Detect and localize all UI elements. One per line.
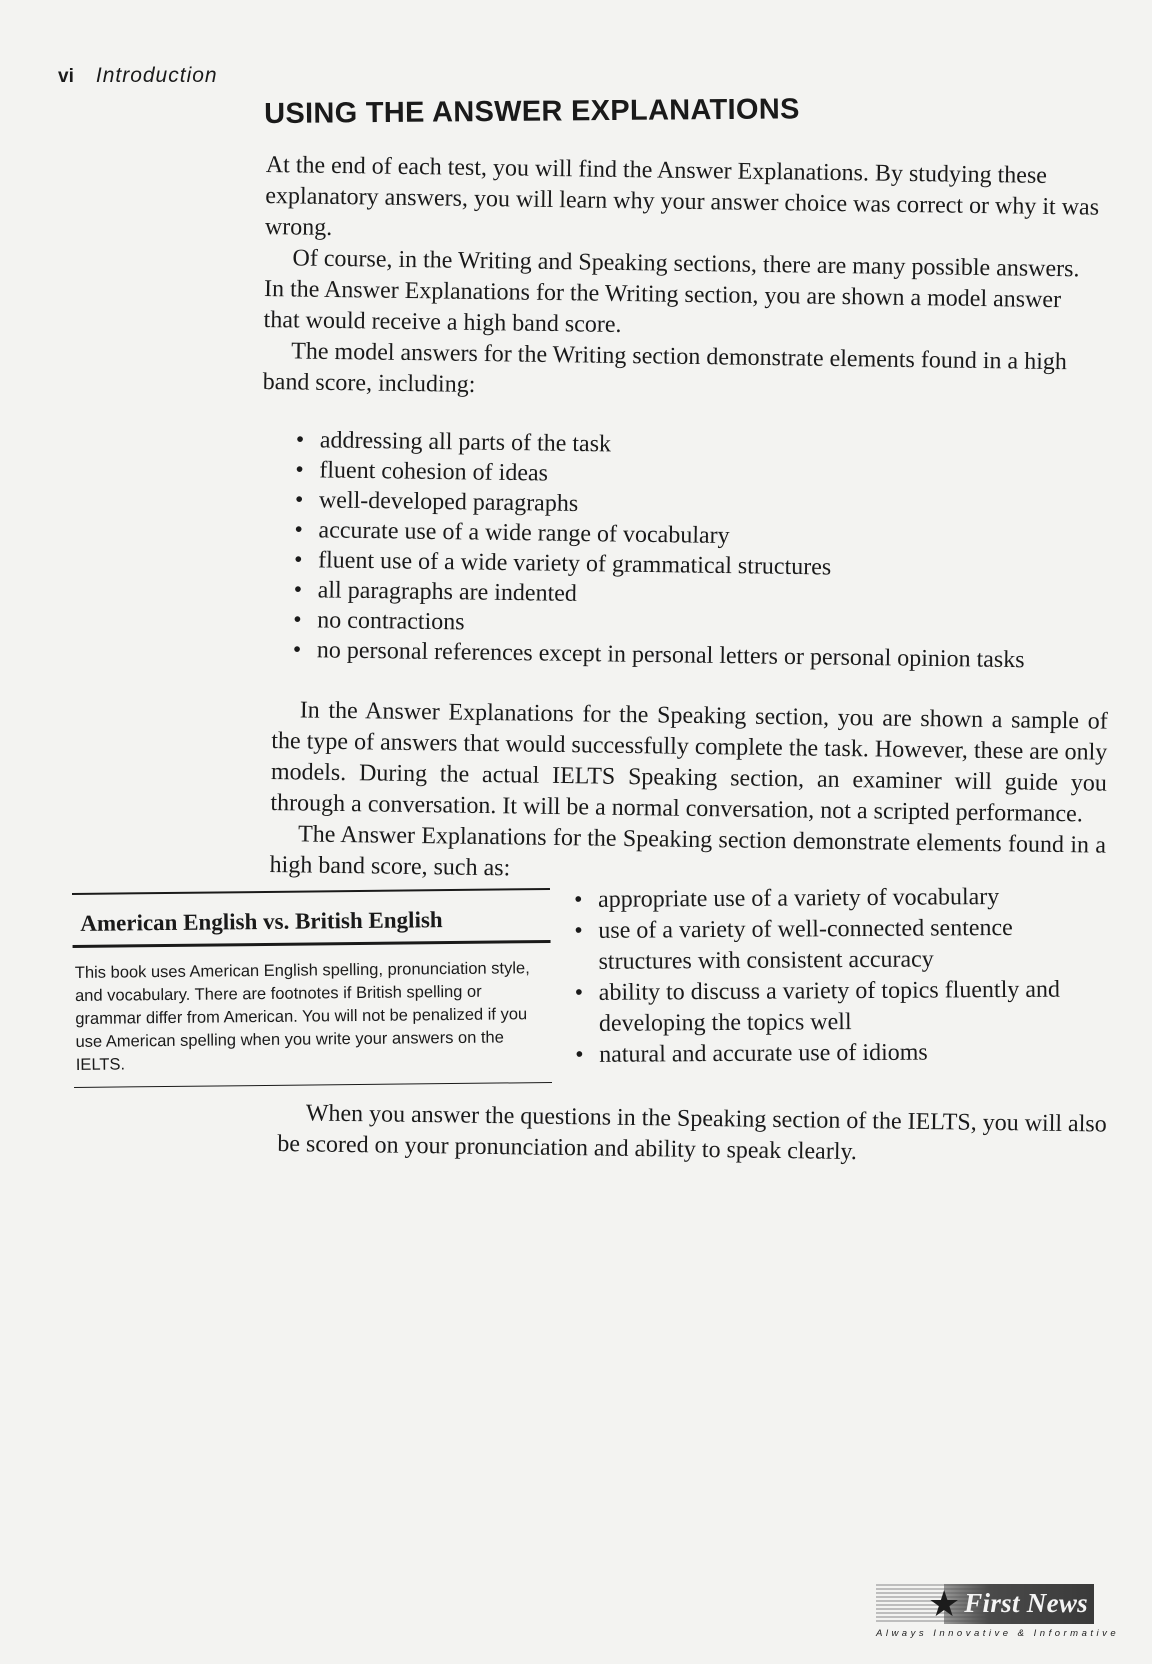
star-icon: ★	[928, 1584, 961, 1624]
sidebar-body: This book uses American English spelling, pronunciation style, and vocabulary. There are footnotes if British spelling or grammar differ from American. You will not be penalized if you use American spelling when you write your answers on the IELTS.	[74, 959, 530, 1074]
list-item: • all paragraphs are indented	[293, 575, 1073, 616]
list-item: • no personal references except in personal letters or personal opinion tasks	[293, 635, 1073, 676]
list-item: • fluent use of a wide variety of grammatical structures	[294, 545, 1074, 586]
list-item: • no contractions	[293, 605, 1073, 646]
intro-paragraph-1: At the end of each test, you will find the Answer Explanations. By studying these explanatory answers, you will learn why your answer choice was correct or why it was wrong.	[264, 151, 1100, 241]
page-number: vi	[58, 66, 74, 87]
list-item: • well-developed paragraphs	[295, 485, 1075, 526]
intro-paragraph-3: The model answers for the Writing section demonstrate elements found in a high band score, including:	[262, 338, 1068, 398]
intro-section	[263, 150, 1102, 410]
final-paragraph: When you answer the questions in the Speaking section of the IELTS, you will also be scored on your pronunciation and ability to speak clearly.	[277, 1100, 1107, 1166]
speaking-paragraph-1: In the Answer Explanations for the Speaking section, you are shown a sample of the type of answers that would successfully complete the task. However, these are only models. During the actual IELTS Speaking section, an examiner will guide you through a conversation. It will be a normal conversation, not a scripted performance.	[270, 697, 1108, 828]
speaking-paragraph-2: The Answer Explanations for the Speaking section demonstrate elements found in a high band score, such as:	[269, 821, 1107, 882]
sidebar-title: American English vs. British English	[72, 894, 550, 948]
list-item: • fluent cohesion of ideas	[295, 455, 1075, 496]
list-item: • addressing all parts of the task	[296, 425, 1076, 466]
running-head	[58, 64, 218, 88]
list-item: • use of a variety of well-connected sentence structures with consistent accuracy	[574, 912, 1094, 978]
speaking-elements-list	[574, 881, 1095, 1071]
writing-elements-list	[293, 425, 1076, 676]
list-item: • appropriate use of a variety of vocabulary	[574, 881, 1094, 916]
list-item: • accurate use of a wide range of vocabulary	[294, 515, 1074, 556]
page-heading: USING THE ANSWER EXPLANATIONS	[264, 93, 800, 130]
sidebar-box	[72, 888, 552, 1088]
publisher-logo	[876, 1584, 1120, 1639]
intro-paragraph-2: Of course, in the Writing and Speaking sections, there are many possible answers. In the Answer Explanations for the Writing section, you are shown a model answer that would receive a high band score.	[263, 245, 1080, 338]
speaking-section	[269, 695, 1108, 893]
logo-tagline: Always Innovative & Informative	[876, 1628, 1120, 1639]
list-item: • natural and accurate use of idioms	[575, 1036, 1095, 1071]
section-title: Introduction	[95, 64, 218, 87]
logo-name: First News	[964, 1588, 1088, 1618]
list-item: • ability to discuss a variety of topics fluently and developing the topics well	[575, 974, 1095, 1040]
